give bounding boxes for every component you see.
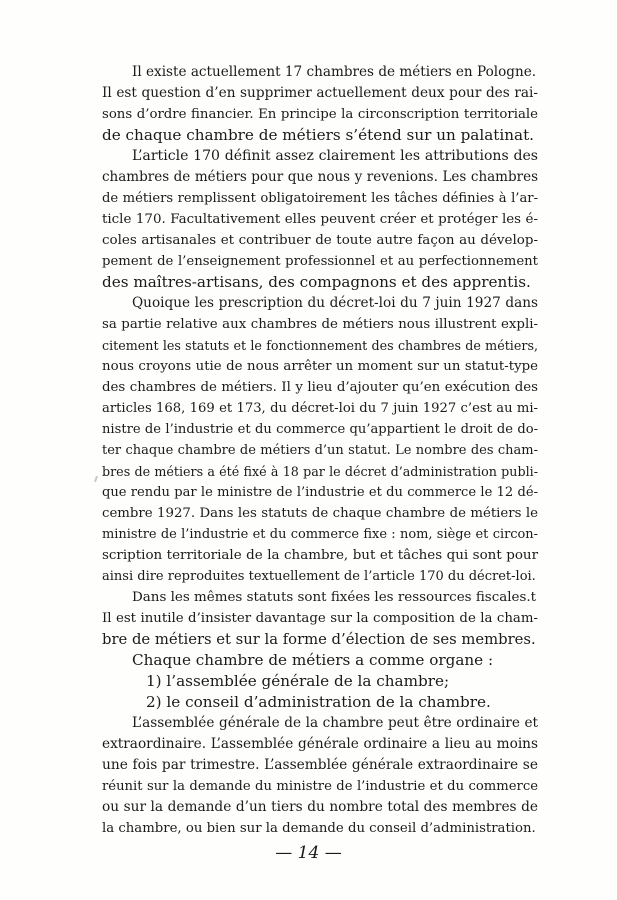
text-line: Dans les mêmes statuts sont fixées les ressources fiscales.t (132, 590, 537, 605)
text-line: nistre de l’industrie et du commerce qu’appartient le droit de do- (102, 422, 538, 437)
text-line: des chambres de métiers. Il y lieu d’ajouter qu’en exécution des (102, 380, 538, 395)
list-item: 1) l’assemblée générale de la chambre; (146, 672, 450, 690)
text-line: ticle 170. Facultativement elles peuvent créer et protéger les é- (102, 212, 538, 227)
text-line: articles 168, 169 et 173, du décret-loi du 7 juin 1927 c’est au mi- (102, 401, 538, 416)
text-line: sons d’ordre financier. En principe la circonscription territoriale (102, 107, 538, 122)
text-line: réunit sur la demande du ministre de l’industrie et du commerce (102, 779, 538, 794)
text-line: Il est inutile d’insister davantage sur la composition de la cham- (102, 611, 538, 626)
body-text (102, 62, 538, 839)
text-line: Chaque chambre de métiers a comme organe : (132, 651, 494, 669)
text-line: coles artisanales et contribuer de toute autre façon au dévelop- (102, 233, 538, 248)
text-line: pement de l’enseignement professionnel et au perfectionnement (102, 254, 538, 269)
text-line: cembre 1927. Dans les statuts de chaque chambre de métiers le (102, 506, 538, 521)
text-line: une fois par trimestre. L’assemblée générale extraordinaire se (102, 757, 538, 773)
text-line: chambres de métiers pour que nous y revenions. Les chambres (102, 169, 538, 185)
text-line: nous croyons utie de nous arrêter un moment sur un statut-type (102, 359, 538, 374)
text-line: bre de métiers et sur la forme d’élection de ses membres. (102, 631, 536, 648)
text-line: sa partie relative aux chambres de métiers nous illustrent expli- (102, 317, 538, 332)
text-line: de chaque chambre de métiers s’étend sur un palatinat. (102, 126, 534, 144)
text-line: citement les statuts et le fonctionnement des chambres de métiers, (102, 338, 538, 353)
text-line: que rendu par le ministre de l’industrie et du commerce le 12 dé- (102, 485, 538, 500)
text-line: ter chaque chambre de métiers d’un statut. Le nombre des cham- (102, 443, 538, 458)
text-line: L’article 170 définit assez clairement les attributions des (132, 148, 538, 164)
text-line: la chambre, ou bien sur la demande du conseil d’administration. (102, 821, 536, 836)
text-line: ministre de l’industrie et du commerce fixe : nom, siège et circon- (102, 527, 538, 542)
text-line: ou sur la demande d’un tiers du nombre total des membres de (102, 799, 538, 815)
text-line: Il est question d’en supprimer actuellement deux pour des rai- (102, 85, 538, 101)
text-line: bres de métiers a été fixé à 18 par le décret d’administration publi- (102, 464, 538, 479)
text-line: extraordinaire. L’assemblée générale ordinaire a lieu au moins (102, 736, 538, 752)
text-line: ainsi dire reproduites textuellement de l’article 170 du décret-loi. (102, 569, 536, 584)
page-number: — 14 — (275, 843, 342, 863)
text-line: Quoique les prescription du décret-loi du 7 juin 1927 dans (132, 295, 538, 311)
text-line: des maîtres-artisans, des compagnons et des apprentis. (102, 273, 531, 291)
list-item: 2) le conseil d’administration de la chambre. (146, 693, 491, 711)
text-line: L’assemblée générale de la chambre peut être ordinaire et (132, 715, 538, 731)
text-line: scription territoriale de la chambre, but et tâches qui sont pour (102, 548, 538, 563)
text-line: Il existe actuellement 17 chambres de métiers en Pologne. (132, 64, 537, 80)
text-line: de métiers remplissent obligatoirement les tâches définies à l’ar- (102, 191, 538, 206)
paper-speck (94, 476, 98, 482)
